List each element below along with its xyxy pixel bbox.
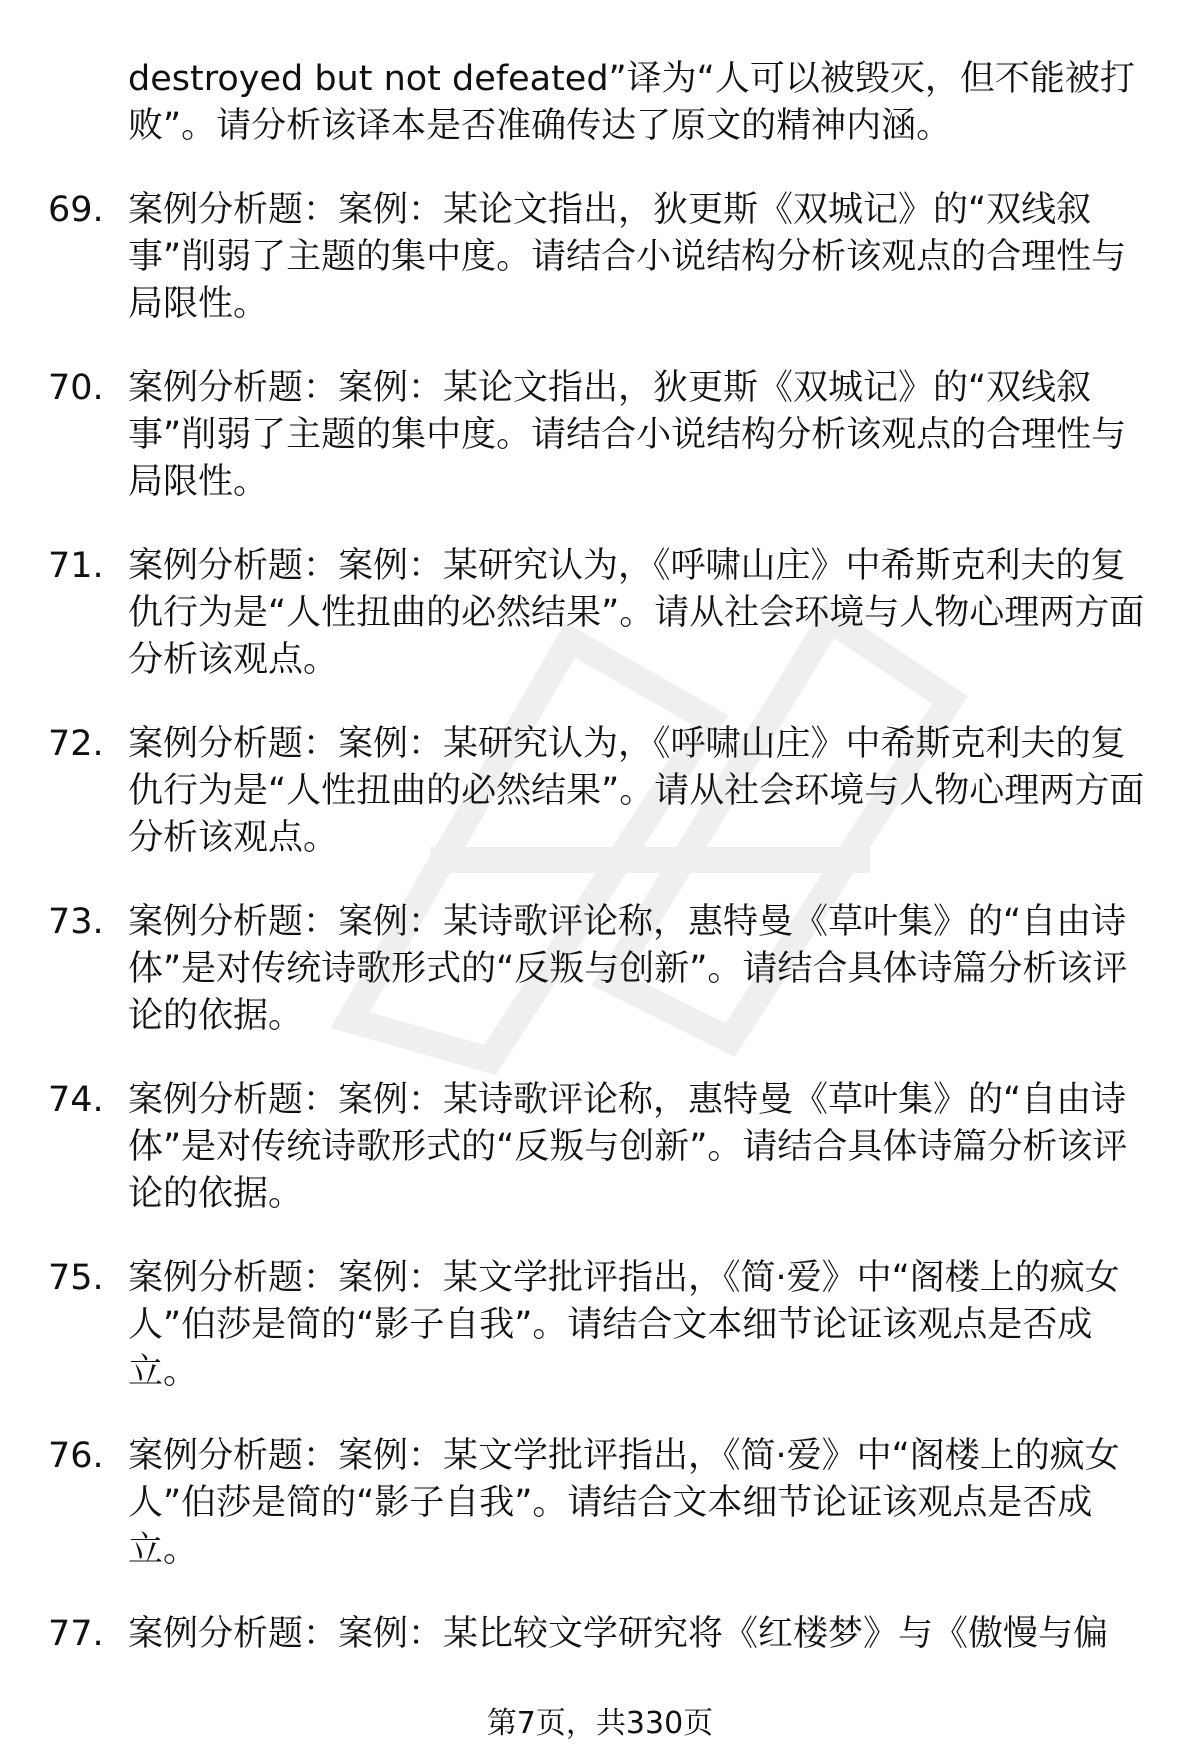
question-item [48, 543, 1148, 684]
question-item [48, 365, 1148, 506]
question-number: 71. [48, 546, 104, 586]
question-item [48, 721, 1148, 862]
question-text: 案例分析题：案例：某比较文学研究将《红楼梦》与《傲慢与偏 [128, 1614, 1109, 1654]
question-text: 案例分析题：案例：某论文指出，狄更斯《双城记》的“双线叙事”削弱了主题的集中度。请结合小说结构分析该观点的合理性与局限性。 [128, 190, 1127, 324]
question-item [48, 899, 1148, 1040]
question-item [48, 187, 1148, 328]
question-item [48, 1433, 1148, 1574]
question-number: 70. [48, 368, 104, 408]
question-list [0, 187, 1200, 1658]
question-text: 案例分析题：案例：某诗歌评论称，惠特曼《草叶集》的“自由诗体”是对传统诗歌形式的“反叛与创新”。请结合具体诗篇分析该评论的依据。 [128, 1080, 1128, 1214]
question-item [48, 1255, 1148, 1396]
question-item [48, 1611, 1148, 1658]
question-text: 案例分析题：案例：某诗歌评论称，惠特曼《草叶集》的“自由诗体”是对传统诗歌形式的“反叛与创新”。请结合具体诗篇分析该评论的依据。 [128, 902, 1128, 1036]
question-number: 73. [48, 902, 104, 942]
question-number: 72. [48, 724, 104, 764]
question-number: 74. [48, 1080, 104, 1120]
question-number: 77. [48, 1614, 104, 1654]
document-body [0, 56, 1200, 1695]
question-text: 案例分析题：案例：某文学批评指出，《简·爱》中“阁楼上的疯女人”伯莎是简的“影子自我”。请结合文本细节论证该观点是否成立。 [128, 1258, 1120, 1392]
page-footer: 第7页，共330页 [486, 1706, 714, 1741]
question-number: 76. [48, 1436, 104, 1476]
question-text: 案例分析题：案例：某论文指出，狄更斯《双城记》的“双线叙事”削弱了主题的集中度。请结合小说结构分析该观点的合理性与局限性。 [128, 368, 1127, 502]
question-text: 案例分析题：案例：某文学批评指出，《简·爱》中“阁楼上的疯女人”伯莎是简的“影子自我”。请结合文本细节论证该观点是否成立。 [128, 1436, 1120, 1570]
question-item [48, 1077, 1148, 1218]
question-number: 75. [48, 1258, 104, 1298]
continued-question-text: destroyed but not defeated”译为“人可以被毁灭，但不能被打败”。请分析该译本是否准确传达了原文的精神内涵。 [128, 59, 1135, 146]
question-text: 案例分析题：案例：某研究认为，《呼啸山庄》中希斯克利夫的复仇行为是“人性扭曲的必然结果”。请从社会环境与人物心理两方面分析该观点。 [128, 546, 1145, 680]
question-text: 案例分析题：案例：某研究认为，《呼啸山庄》中希斯克利夫的复仇行为是“人性扭曲的必然结果”。请从社会环境与人物心理两方面分析该观点。 [128, 724, 1145, 858]
question-number: 69. [48, 190, 104, 230]
